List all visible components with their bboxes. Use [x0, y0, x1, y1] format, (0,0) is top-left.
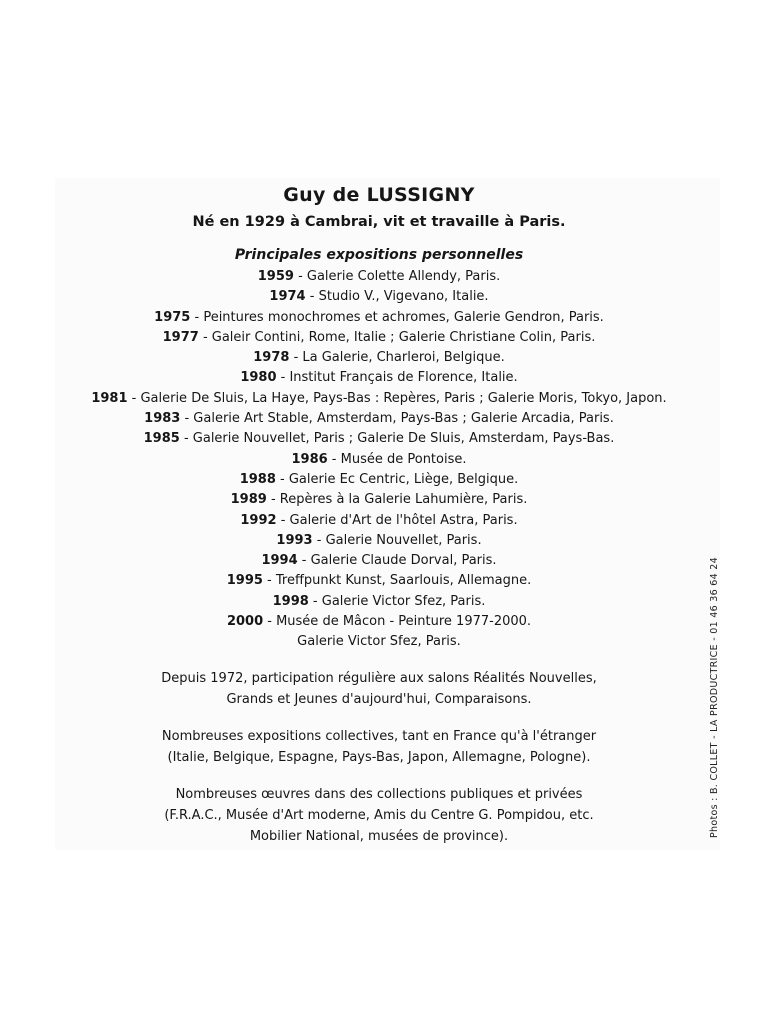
exhibition-item	[0, 511, 758, 531]
exhibition-year: 1977	[162, 329, 199, 345]
exhibition-text: - Galerie d'Art de l'hôtel Astra, Paris.	[276, 512, 518, 528]
paragraph-line: Depuis 1972, participation régulière aux salons Réalités Nouvelles,	[161, 670, 597, 686]
exhibition-text: - Galeir Contini, Rome, Italie ; Galerie Christiane Colin, Paris.	[198, 329, 596, 345]
exhibition-year: 1998	[272, 593, 309, 609]
exhibition-text: - Treffpunkt Kunst, Saarlouis, Allemagne.	[262, 573, 532, 589]
exhibition-item	[0, 632, 758, 652]
exhibition-text: - Galerie Nouvellet, Paris.	[312, 532, 482, 548]
paragraph-line: (Italie, Belgique, Espagne, Pays-Bas, Japon, Allemagne, Pologne).	[167, 749, 591, 765]
exhibition-item	[0, 308, 758, 328]
paragraph-line: (F.R.A.C., Musée d'Art moderne, Amis du Centre G. Pompidou, etc.	[164, 807, 594, 823]
exhibition-item	[0, 267, 758, 287]
artist-name: Guy de LUSSIGNY	[283, 184, 475, 206]
exhibition-year: 1995	[226, 573, 263, 589]
section-title: Principales expositions personnelles	[234, 247, 524, 263]
exhibition-item	[0, 287, 758, 307]
exhibition-item	[0, 389, 758, 409]
exhibition-text: - Galerie Claude Dorval, Paris.	[297, 553, 497, 569]
exhibition-text: - Galerie De Sluis, La Haye, Pays-Bas : Repères, Paris ; Galerie Moris, Tokyo, Japon.	[127, 390, 667, 406]
salons-paragraph	[0, 668, 758, 710]
exhibition-year: 1959	[257, 269, 294, 284]
exhibition-item	[0, 368, 758, 388]
exhibition-item	[0, 612, 758, 632]
paragraph-line: Grands et Jeunes d'aujourd'hui, Comparaisons.	[226, 691, 532, 707]
exhibition-item	[0, 450, 758, 470]
biography-block	[0, 182, 758, 847]
exhibition-item	[0, 470, 758, 490]
exhibition-text: - Studio V., Vigevano, Italie.	[305, 289, 489, 305]
paragraph-line: Nombreuses œuvres dans des collections publiques et privées	[175, 786, 583, 802]
exhibition-text: - La Galerie, Charleroi, Belgique.	[289, 350, 505, 366]
exhibition-year: 1989	[230, 492, 267, 508]
exhibition-list	[0, 267, 758, 653]
exhibition-year: 1981	[91, 390, 128, 406]
exhibition-item	[0, 592, 758, 612]
exhibition-item	[0, 409, 758, 429]
exhibition-year: 1992	[240, 512, 277, 528]
exhibition-text: - Peintures monochromes et achromes, Galerie Gendron, Paris.	[190, 309, 604, 325]
collective-exhibitions-paragraph	[0, 726, 758, 768]
exhibition-item	[0, 551, 758, 571]
exhibition-text: - Galerie Victor Sfez, Paris.	[308, 593, 486, 609]
birth-line: Né en 1929 à Cambrai, vit et travaille à Paris.	[192, 214, 566, 230]
paragraph-line: Nombreuses expositions collectives, tant en France qu'à l'étranger	[161, 728, 597, 744]
exhibition-text: - Repères à la Galerie Lahumière, Paris.	[266, 492, 528, 508]
exhibition-year: 1980	[240, 370, 277, 386]
exhibition-year: 1986	[291, 451, 328, 467]
exhibition-year: 1993	[276, 532, 313, 548]
exhibition-year: 1988	[239, 471, 276, 487]
exhibition-year: 1975	[154, 309, 191, 325]
exhibition-year: 1985	[143, 431, 180, 447]
exhibition-item	[0, 429, 758, 449]
exhibition-year: 1974	[269, 289, 306, 305]
exhibition-text: Galerie Victor Sfez, Paris.	[297, 634, 461, 650]
exhibition-year: 2000	[226, 614, 264, 630]
exhibition-text: - Musée de Mâcon - Peinture 1977-2000.	[263, 614, 532, 630]
exhibition-year: 1983	[144, 411, 181, 427]
exhibition-item	[0, 348, 758, 368]
exhibition-year: 1978	[253, 350, 290, 366]
paragraph-line: Mobilier National, musées de province).	[249, 828, 509, 844]
collections-paragraph	[0, 784, 758, 847]
exhibition-text: - Galerie Nouvellet, Paris ; Galerie De Sluis, Amsterdam, Pays-Bas.	[179, 431, 615, 447]
exhibition-item	[0, 328, 758, 348]
exhibition-year: 1994	[261, 553, 298, 569]
exhibition-text: - Institut Français de Florence, Italie.	[276, 370, 518, 386]
exhibition-item	[0, 531, 758, 551]
exhibition-item	[0, 490, 758, 510]
exhibition-text: - Galerie Colette Allendy, Paris.	[293, 269, 501, 284]
exhibition-text: - Galerie Art Stable, Amsterdam, Pays-Bas ; Galerie Arcadia, Paris.	[180, 411, 614, 427]
exhibition-text: - Musée de Pontoise.	[327, 451, 467, 467]
exhibition-item	[0, 571, 758, 591]
photo-credit: Photos : B. COLLET - LA PRODUCTRICE - 01 46 36 64 24	[709, 557, 720, 838]
exhibition-text: - Galerie Ec Centric, Liège, Belgique.	[275, 471, 519, 487]
